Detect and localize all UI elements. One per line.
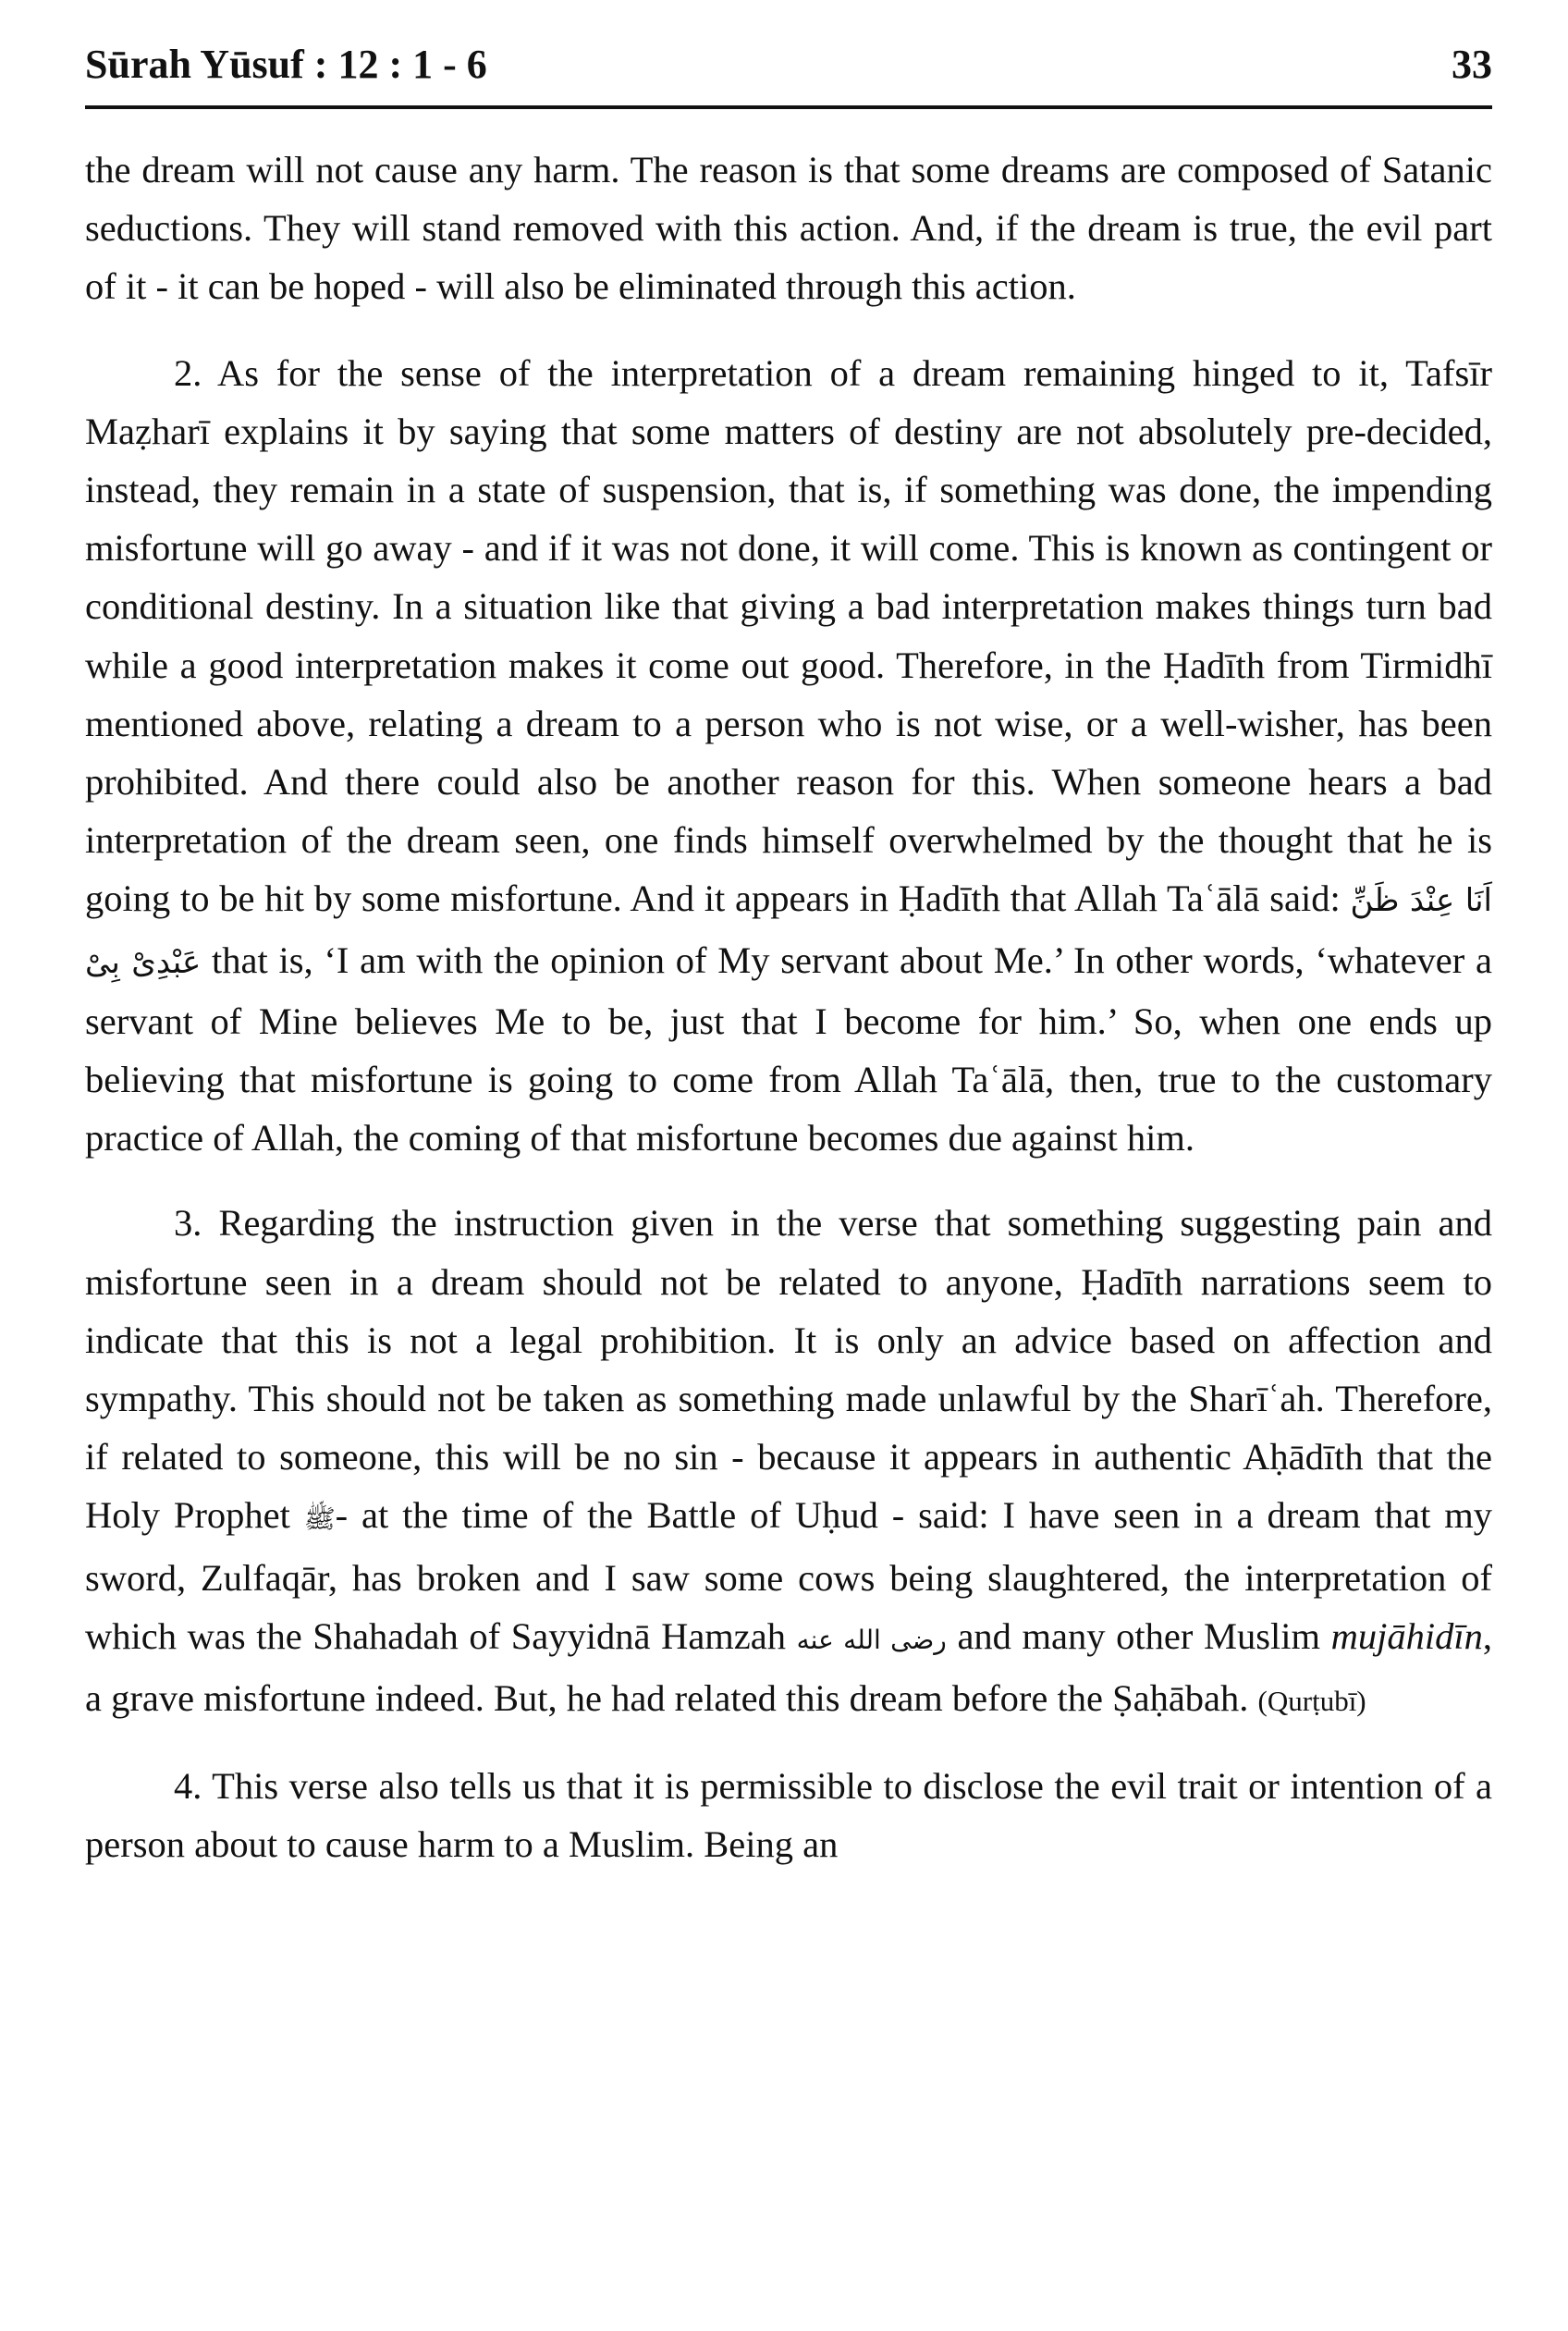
prophet-honorific-glyph: ﷺ [303, 1503, 336, 1535]
header-rule [85, 105, 1492, 109]
paragraph-point-3 [85, 1194, 1492, 1730]
source-citation: (Qurṭubī) [1257, 1685, 1366, 1718]
paragraph-text: and many other Muslim [957, 1614, 1320, 1657]
paragraph-point-2 [85, 344, 1492, 1168]
paragraph-text: the dream will not cause any harm. The reason is that some dreams are composed of Satanic seductions. They will stand removed with this action. And, if the dream is true, the evil part of it - it can be hoped - will also be eliminated through this action. [85, 149, 1492, 308]
paragraph-point-4 [85, 1757, 1492, 1873]
italic-term: mujāhidīn [1330, 1614, 1483, 1657]
paragraph-text: - at the time of the Battle of Uḥud - said: I have seen in a dream that my sword, Zulfaqār, has broken and I saw some cows being slaughtered, the interpretation of which was the Shahadah of Sayyidnā Hamzah [85, 1494, 1492, 1657]
page-number: 33 [1452, 42, 1492, 87]
chapter-title: Sūrah Yūsuf : 12 : 1 - 6 [85, 42, 487, 87]
paragraph-text: 3. Regarding the instruction given in the verse that something suggesting pain and misfortune seen in a dream should not be related to anyone, Ḥadīth narrations seem to indicate that this is not a legal prohibition. It is only an advice based on affection and sympathy. This should not be taken as something made unlawful by the Sharīʿah. Therefore, if related to someone, this will be no sin - because it appears in authentic Aḥādīth that the Holy Prophet [85, 1202, 1492, 1537]
paragraph-text: , a grave misfortune indeed. But, he had related this dream before the Ṣaḥābah. [85, 1614, 1493, 1720]
paragraph-text: 4. This verse also tells us that it is permissible to disclose the evil trait or intention of a person about to cause harm to a Muslim. Being an [85, 1765, 1492, 1866]
companion-honorific-glyph: رضی الله عنه [796, 1624, 947, 1655]
arabic-hadith-quote: اَنَا عِنْدَ ظَنِّ عَبْدِیْ بِیْ [85, 882, 1492, 981]
running-header [85, 41, 1492, 115]
page-body [85, 141, 1492, 1874]
paragraph-continuation [85, 141, 1492, 316]
paragraph-text: 2. As for the sense of the interpretation of a dream remaining hinged to it, Tafsīr Maẓharī explains it by saying that some matters of destiny are not absolutely pre-decided, instead, they remain in a state of suspension, that is, if something was done, the impending misfortune will go away - and if it was not done, it will come. This is known as contingent or conditional destiny. In a situation like that giving a bad interpretation makes things turn bad while a good interpretation makes it come out good. Therefore, in the Ḥadīth from Tirmidhī mentioned above, relating a dream to a person who is not wise, or a well-wisher, has been prohibited. And there could also be another reason for this. When someone hears a bad interpretation of the dream seen, one finds himself overwhelmed by the thought that he is going to be hit by some misfortune. And it appears in Ḥadīth that Allah Taʿālā said: [85, 351, 1492, 920]
paragraph-text: that is, ‘I am with the opinion of My servant about Me.’ In other words, ‘whatever a servant of Mine believes Me to be, just that I become for him.’ So, when one ends up believing that misfortune is going to come from Allah Taʿālā, then, true to the customary practice of Allah, the coming of that misfortune becomes due against him. [85, 939, 1492, 1159]
